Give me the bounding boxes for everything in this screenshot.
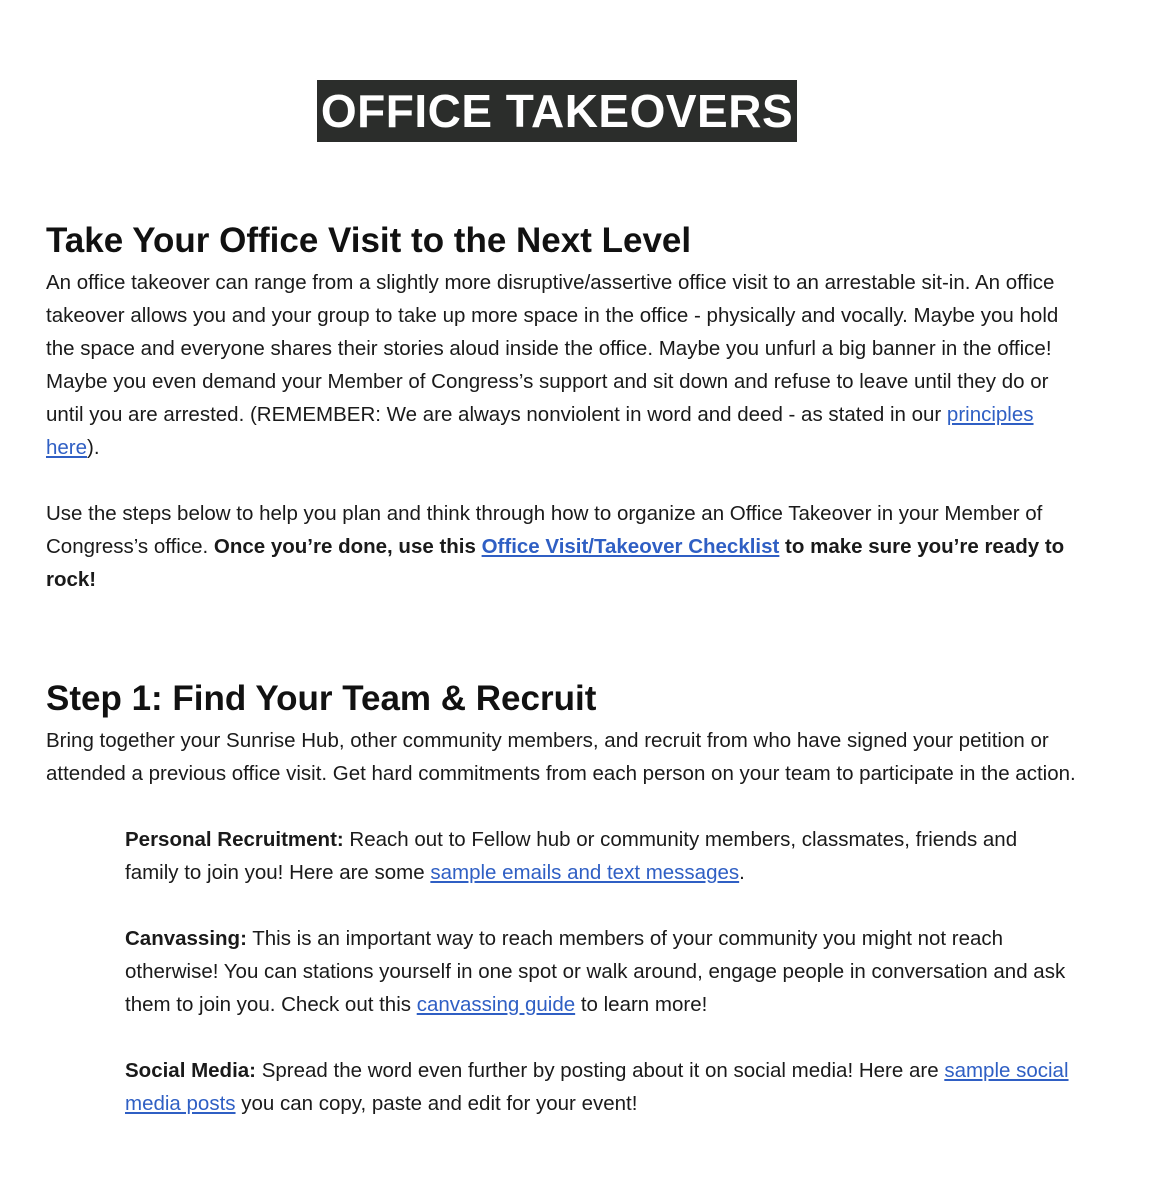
item-text-end: you can copy, paste and edit for your event!: [235, 1092, 638, 1115]
item-label: Social Media:: [125, 1059, 257, 1082]
intro-text-end: ).: [87, 436, 100, 459]
item-text-end: .: [739, 861, 745, 884]
item-text: Reach out to Fellow hub or community members, classmates, friends and family to join you! Here are some: [125, 828, 1018, 884]
item-text-end: to learn more!: [575, 993, 708, 1016]
item-text: Spread the word even further by posting about it on social media! Here are: [256, 1059, 945, 1082]
checklist-callout-end: to make sure you’re ready to rock!: [46, 535, 1065, 591]
social-posts-link[interactable]: sample social media posts: [125, 1059, 1069, 1115]
title-wrap: [0, 80, 1114, 142]
item-label: Canvassing:: [125, 927, 247, 950]
steps-text: Use the steps below to help you plan and think through how to organize an Office Takeover in your Member of Congress’s office.: [46, 502, 1043, 558]
sample-emails-link[interactable]: sample emails and text messages: [430, 861, 740, 884]
intro-paragraph: [46, 266, 1086, 464]
item-label: Personal Recruitment:: [125, 828, 344, 851]
section-heading-next-level: Take Your Office Visit to the Next Level: [46, 221, 692, 260]
steps-paragraph: [46, 497, 1086, 596]
principles-link[interactable]: principles here: [46, 403, 1034, 459]
checklist-callout-start: Once you’re done, use this: [213, 535, 482, 558]
list-item-canvassing: [125, 922, 1075, 1021]
canvassing-guide-link[interactable]: canvassing guide: [416, 993, 576, 1016]
list-item-social-media: [125, 1054, 1075, 1120]
list-item-personal-recruitment: [125, 823, 1075, 889]
checklist-link[interactable]: Office Visit/Takeover Checklist: [481, 535, 780, 558]
step-1-intro: Bring together your Sunrise Hub, other community members, and recruit from who have signed your petition or attended a previous office visit. Get hard commitments from each person on your team to participate in the action.: [46, 729, 1076, 785]
intro-text: An office takeover can range from a slightly more disruptive/assertive office visit to an arrestable sit-in. An office takeover allows you and your group to take up more space in the office - physically and vocally. Maybe you hold the space and everyone shares their stories aloud inside the office. Maybe you unfurl a big banner in the office! Maybe you even demand your Member of Congress’s support and sit down and refuse to leave until they do or until you are arrested. (REMEMBER: We are always nonviolent in word and deed - as stated in our: [46, 271, 1059, 426]
document-title: OFFICE TAKEOVERS: [317, 80, 797, 142]
section-heading-step-1: Step 1: Find Your Team & Recruit: [46, 679, 597, 718]
document-body: [46, 216, 1086, 1120]
item-text: This is an important way to reach members of your community you might not reach otherwise! You can stations yourself in one spot or walk around, engage people in conversation and ask them to join you. Check out this: [125, 927, 1066, 1016]
